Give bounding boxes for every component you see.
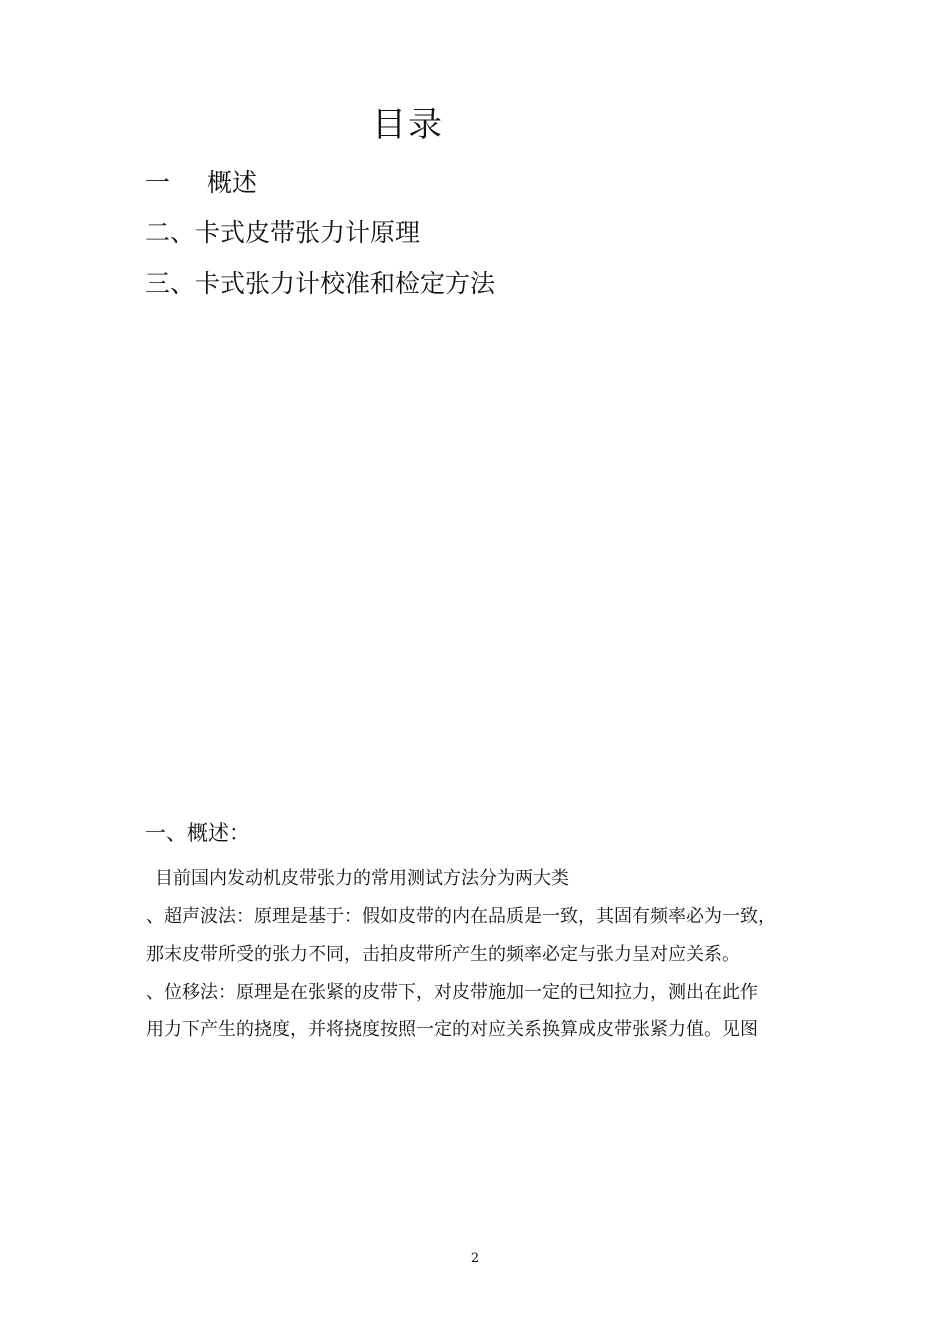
body-line: 那末皮带所受的张力不同，击拍皮带所产生的频率必定与张力呈对应关系。 xyxy=(146,944,740,965)
toc-item-number: 二、 xyxy=(145,218,196,247)
body-line: 目前国内发动机皮带张力的常用测试方法分为两大类 xyxy=(155,868,569,889)
body-line: 、位移法：原理是在张紧的皮带下，对皮带施加一定的已知拉力，测出在此作 xyxy=(146,982,758,1003)
toc-title: 目录 xyxy=(372,105,444,145)
toc-item-calibration xyxy=(145,267,495,301)
toc-item-principle xyxy=(145,216,420,250)
body-line: 、超声波法：原理是基于：假如皮带的内在品质是一致，其固有频率必为一致， xyxy=(146,906,776,927)
toc-item-number: 三、 xyxy=(145,269,196,298)
toc-item-text: 卡式皮带张力计原理 xyxy=(195,218,421,247)
toc-item-text: 卡式张力计校准和检定方法 xyxy=(195,269,496,298)
body-line: 用力下产生的挠度，并将挠度按照一定的对应关系换算成皮带张紧力值。见图 xyxy=(146,1019,758,1040)
section-heading: 一、概述： xyxy=(145,821,250,845)
toc-item-number: 一 xyxy=(145,168,171,197)
page-number: 2 xyxy=(470,1251,480,1266)
toc-item-overview xyxy=(145,166,257,200)
toc-item-text: 概述 xyxy=(207,168,258,197)
